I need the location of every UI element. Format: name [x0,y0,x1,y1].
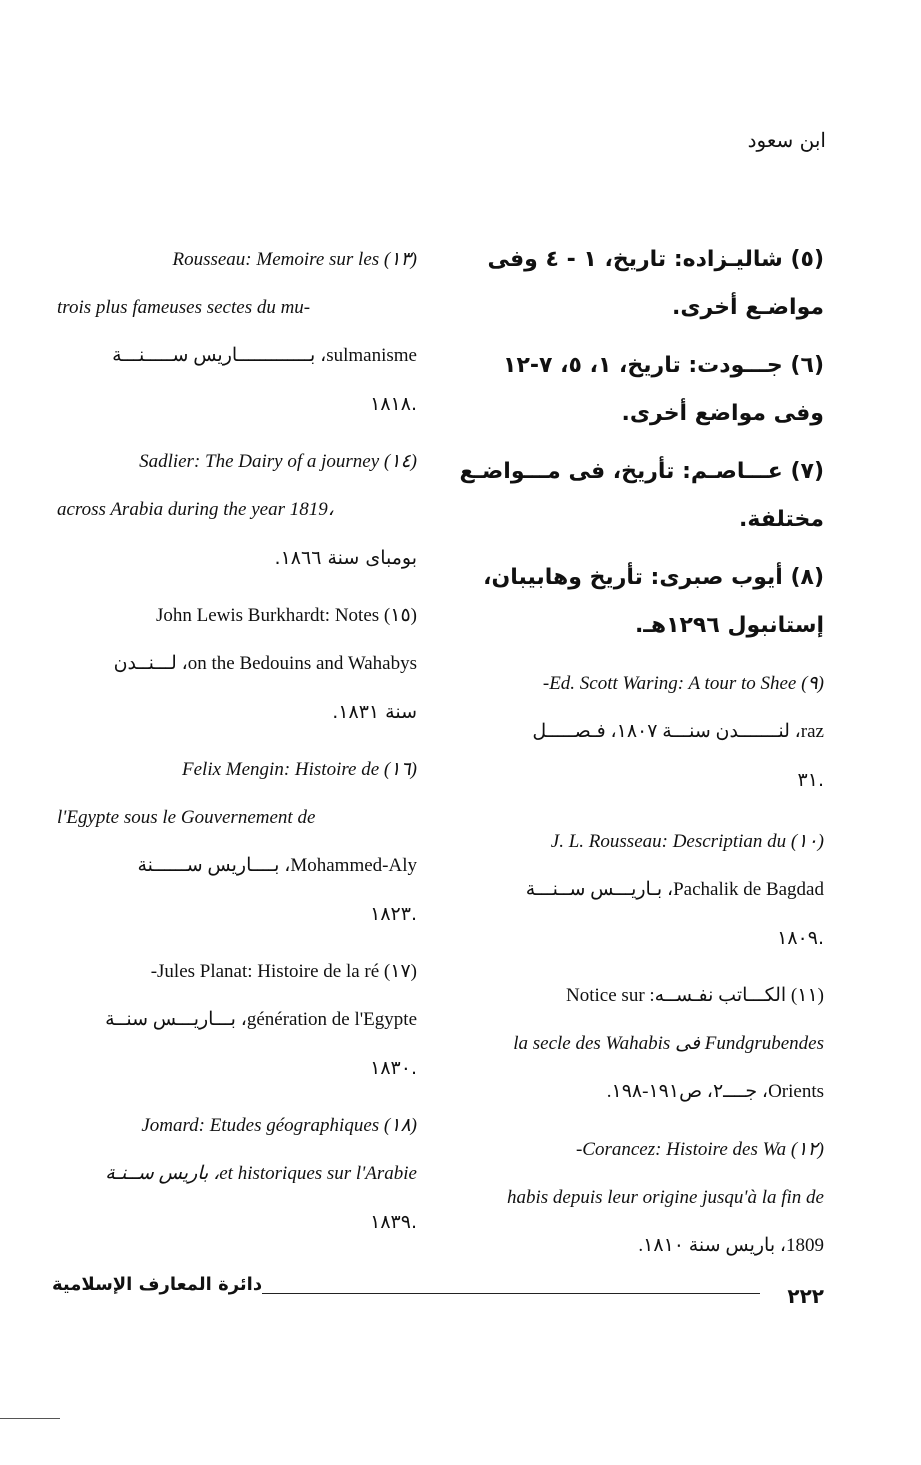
note-line: génération de l'Egypte، بـــاريـــس سنــة [105,1009,417,1030]
note-line: .١٨٠٩ [777,927,824,949]
footnote-13 [57,236,417,428]
footnote-14 [57,438,417,582]
footnote-10 [454,818,824,962]
note-line: Fundgrubendes فى la secle des Wahabis [513,1033,824,1054]
footnote-15 [57,592,417,736]
note-line: (٧) عـــاصـم: تأريخ، فى مـــواضـع [459,459,824,484]
footnote-9 [454,660,824,804]
footnote-8 [454,554,824,650]
note-line: 1809، باريس سنة ١٨١٠. [638,1235,824,1256]
note-line: (١٥) John Lewis Burkhardt: Notes [155,605,417,626]
note-line: et historiques sur l'Arabie، باريس ســنـة [105,1163,417,1184]
footnote-7 [454,448,824,544]
note-line: trois plus fameuses sectes du mu- [57,297,311,318]
note-line: .٣١ [797,769,824,791]
note-line: (٨) أيوب صبرى: تأريخ وهابيبان، [483,565,824,590]
footnote-11 [454,972,824,1116]
note-line: Orients، جــــ٢، ص١٩١-١٩٨. [606,1081,824,1102]
note-line: (٥) شاليـزاده: تاريخ، ١ - ٤ وفى [487,247,824,272]
note-line: raz، لنـــــــدن سنـــة ١٨٠٧، فـصـــــل [532,721,824,742]
note-line: (١٦) Felix Mengin: Histoire de [182,759,417,780]
note-line: (٩) Ed. Scott Waring: A tour to Shee- [542,673,824,694]
note-line: وفى مواضع أخرى. [621,401,824,426]
footer-journal-title: دائرة المعارف الإسلامية [52,1274,263,1295]
note-line: l'Egypte sous le Gouvernement de [57,807,316,828]
note-line: on the Bedouins and Wahabys، لـــنــدن [113,653,417,674]
note-line: across Arabia during the year 1819، [57,499,334,520]
footnote-16 [57,746,417,938]
page-number: ٢٢٢ [787,1284,824,1308]
note-line: إستانبول ١٢٩٦هـ. [634,613,824,638]
note-line: .١٨٣٩ [370,1211,417,1233]
note-line: Mohammed-Aly، بــــاريس ســــــنة [137,855,417,876]
note-line: مختلفة. [739,507,824,532]
note-line: (٦) جـــودت: تاريخ، ١، ٥، ٧-١٢ [503,353,824,378]
note-line: (١٣) Rousseau: Memoire sur les [172,249,417,270]
note-line: (١١) الكـــاتب نفـســه: Notice sur [566,985,824,1006]
note-line: (١٤) Sadlier: The Dairy of a journey [139,451,417,472]
footnote-17 [57,948,417,1092]
note-line: مواضـع أخرى. [671,295,824,320]
footnote-18 [57,1102,417,1246]
footnote-12 [454,1126,824,1270]
note-line: سنة ١٨٣١. [332,701,417,723]
footer-divider [262,1293,760,1294]
note-line: .١٨١٨ [370,393,417,415]
note-line: (١٨) Jomard: Etudes géographiques [141,1115,417,1136]
note-line: (١٢) Corancez: Histoire des Wa- [575,1139,824,1160]
notes-column-left [57,236,417,1246]
note-line: .١٨٣٠ [370,1057,417,1079]
scan-edge-line [0,1418,60,1419]
note-line: sulmanisme، بـــــــــــــاريس ســـــنـــة [112,345,417,366]
note-line: (١٠) J. L. Rousseau: Descriptian du [550,831,824,852]
footnote-5 [454,236,824,332]
note-line: .١٨٢٣ [370,903,417,925]
note-line: habis depuis leur origine jusqu'à la fin de [506,1187,824,1208]
notes-column-right [454,236,824,1270]
note-line: Pachalik de Bagdad، بـاريـــس ســنـــة [525,879,824,900]
running-header: ابن سعود [747,128,826,152]
note-line: بومباى سنة ١٨٦٦. [274,547,417,569]
note-line: (١٧) Jules Planat: Histoire de la ré- [150,961,417,982]
footnote-6 [454,342,824,438]
